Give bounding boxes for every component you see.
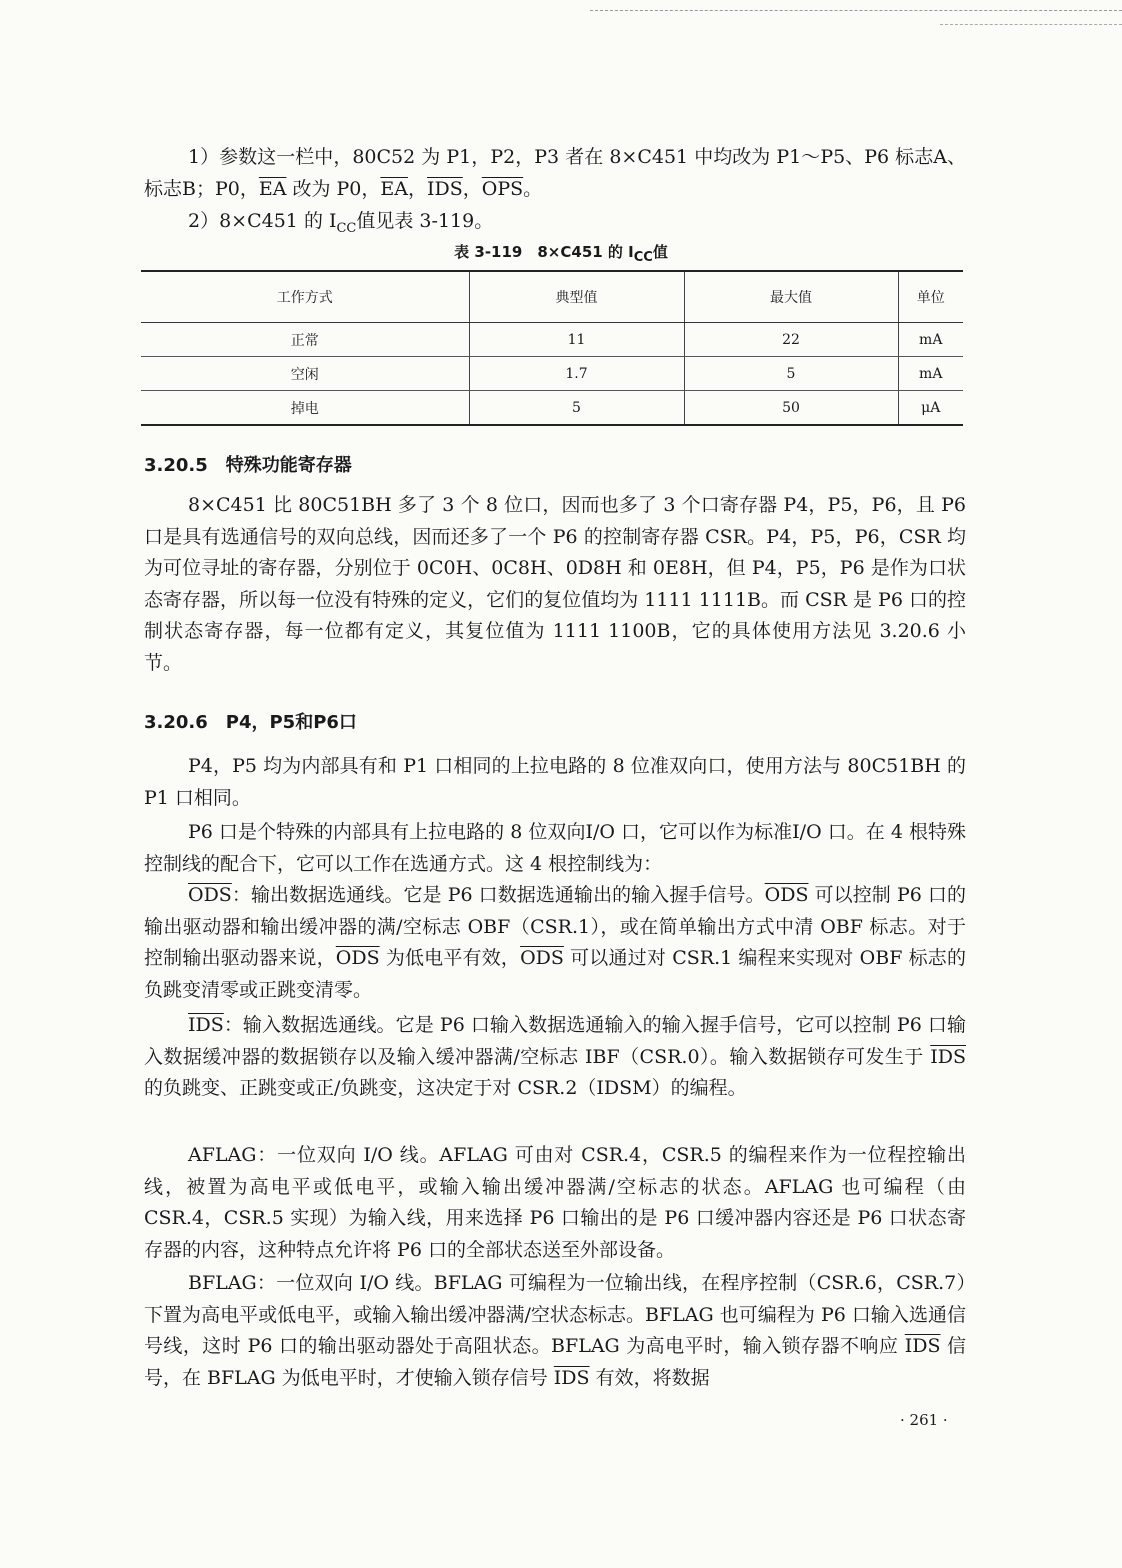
signal-ea: $\overline{EA}$: [258, 177, 287, 200]
signal-ids: $\overline{IDS}$: [188, 1014, 224, 1036]
text: 。: [523, 177, 543, 200]
section-heading: 3.20.5 特殊功能寄存器: [144, 455, 352, 476]
paragraph-ids: [144, 1010, 966, 1105]
signal-ods: $\overline{ODS}$: [764, 884, 809, 906]
table-row: [141, 323, 963, 357]
paragraph-bflag: [144, 1268, 966, 1394]
table-cell: 掉电: [141, 391, 469, 426]
table-cell: 50: [684, 391, 898, 426]
section-heading: 3.20.6 P4，P5和P6口: [144, 712, 357, 733]
table-cell: 5: [469, 391, 684, 426]
paragraph: P6 口是个特殊的内部具有上拉电路的 8 位双向I/O 口，它可以作为标准I/O 口。在 4 根特殊控制线的配合下，它可以工作在选通方式。这 4 根控制线为：: [144, 821, 966, 875]
text: ：输入数据选通线。它是 P6 口输入数据选通输入的输入握手信号，它可以控制 P6 口输入数据缓冲器的数据锁存以及输入缓冲器满/空标志 IBF（CSR.0）。输入数据锁存可发生于: [144, 1014, 966, 1068]
text: BFLAG：一位双向 I/O 线。BFLAG 可编程为一位输出线，在程序控制（CSR.6，CSR.7）下置为高电平或低电平，或输入输出缓冲器满/空状态标志。BFLAG 也可编程为 P6 口输入选通信号线，这时 P6 口的输出驱动器处于高阻状态。BFLAG 为高电平时，输入锁存器不响应: [144, 1272, 966, 1357]
text: 为低电平有效，: [379, 947, 521, 969]
text: 值: [652, 243, 668, 261]
table-cell: mA: [898, 323, 963, 357]
table-cell: 正常: [141, 323, 469, 357]
intro-item-2: [144, 206, 966, 244]
paragraph-aflag: AFLAG：一位双向 I/O 线。AFLAG 可由对 CSR.4，CSR.5 的编程来作为一位程控输出线，被置为高电平或低电平，或输入输出缓冲器满/空标志的状态。AFLAG 也可编程（由 CSR.4，CSR.5 实现）为输入线，用来选择 P6 口输出的是 P6 口缓冲器内容还是 P6 口状态寄存器的内容，这种特点允许将 P6 口的全部状态送至外部设备。: [144, 1144, 966, 1261]
table-header: 工作方式: [141, 271, 469, 323]
text: 有效，将数据: [589, 1366, 710, 1389]
table-row: [141, 391, 963, 426]
text: ：输出数据选通线。它是 P6 口数据选通输出的输入握手信号。: [231, 884, 765, 906]
text: 值见表 3-119。: [356, 210, 494, 232]
table-cell: μA: [898, 391, 963, 426]
signal-ods: $\overline{ODS}$: [520, 947, 564, 969]
text: 改为 P0，: [286, 177, 381, 200]
icc-table: [141, 270, 963, 426]
signal-ids: $\overline{IDS}$: [904, 1335, 941, 1357]
table-header: 典型值: [469, 271, 684, 323]
text: 可以控制 P6 口的输出驱动器和输出缓冲器的满/空标志 OBF（CSR.1），或在简单输出方式中清 OBF 标志。对于控制输出驱动器来说，: [144, 884, 966, 969]
subscript: CC: [336, 220, 357, 236]
text: 信号，在 BFLAG 为低电平时，才使输入锁存信号: [144, 1335, 966, 1389]
subscript: CC: [633, 250, 653, 265]
text: 可以通过对 CSR.1 编程来实现对 OBF 标志的负跳变清零或正跳变清零。: [144, 947, 966, 1001]
text: ，: [407, 177, 427, 200]
page-number: · 261 ·: [900, 1411, 948, 1429]
table-cell: 22: [684, 323, 898, 357]
signal-ids: $\overline{IDS}$: [553, 1366, 590, 1389]
text: 的负跳变、正跳变或正/负跳变，这决定于对 CSR.2（IDSM）的编程。: [144, 1077, 747, 1099]
signal-ids: $\overline{IDS}$: [427, 177, 463, 200]
text: 表 3-119 8×C451 的 I: [454, 243, 634, 261]
signal-ids: $\overline{IDS}$: [930, 1045, 966, 1068]
table-header: 单位: [898, 271, 963, 323]
scan-dash-line: [940, 24, 1122, 25]
text: 2）8×C451 的 I: [188, 210, 337, 232]
table-cell: 5: [684, 357, 898, 391]
table-cell: mA: [898, 357, 963, 391]
paragraph: 8×C451 比 80C51BH 多了 3 个 8 位口，因而也多了 3 个口寄存器 P4，P5，P6，且 P6 口是具有选通信号的双向总线，因而还多了一个 P6 的控制寄存器 CSR。P4，P5，P6，CSR 均为可位寻址的寄存器，分别位于 0C0H、0C8H、0D8H 和 0E8H，但 P4，P5，P6 是作为口状态寄存器，所以每一位没有特殊的定义，它们的复位值均为 1111 1111B。而 CSR 是 P6 口的控制状态寄存器，每一位都有定义，其复位值为 1111 1100B，它的具体使用方法见 3.20.6 小节。: [144, 494, 967, 674]
paragraph-ods: [144, 880, 966, 1006]
table-cell: 11: [469, 323, 684, 357]
table-row: [141, 357, 963, 391]
signal-ea: $\overline{EA}$: [380, 177, 408, 200]
signal-ods: $\overline{ODS}$: [335, 947, 380, 969]
table-header-row: [141, 271, 963, 323]
table-cell: 1.7: [469, 357, 684, 391]
text: ，: [462, 177, 482, 200]
table-caption: [0, 241, 1122, 265]
scan-dash-line: [590, 10, 1122, 11]
table-cell: 空闲: [141, 357, 469, 391]
table-header: 最大值: [684, 271, 898, 323]
text: 1）参数这一栏中，80C52 为 P1，P2，P3 者在 8×C451 中均改为 P1～P5、P6 标志A、标志B；P0，: [144, 146, 966, 200]
signal-ods: $\overline{ODS}$: [188, 884, 232, 906]
paragraph: P4，P5 均为内部具有和 P1 口相同的上拉电路的 8 位准双向口，使用方法与 80C51BH 的 P1 口相同。: [144, 755, 966, 809]
intro-item-1: [144, 142, 966, 205]
signal-ops: $\overline{OPS}$: [481, 177, 524, 200]
